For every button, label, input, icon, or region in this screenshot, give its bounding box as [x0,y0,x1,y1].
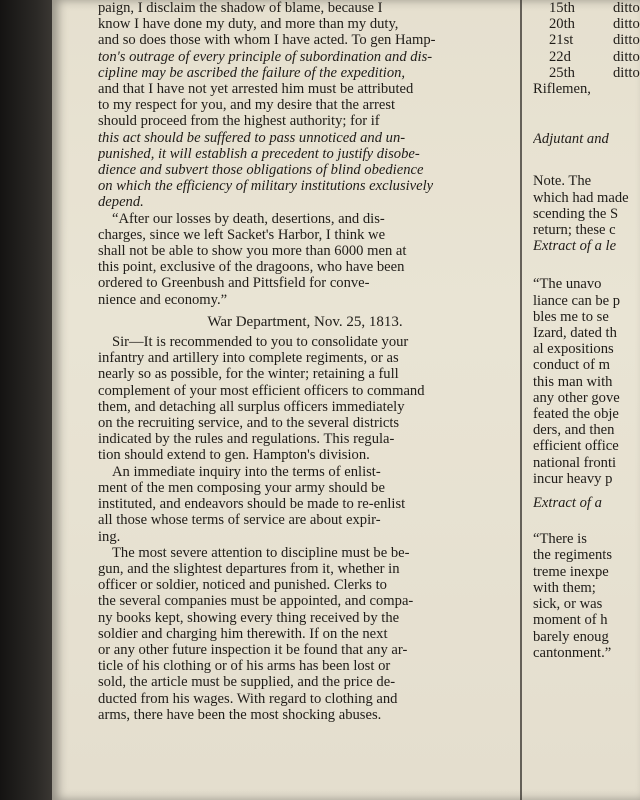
row-value: ditto [613,48,640,65]
table-row [533,65,640,81]
row-date: 20th [549,16,575,33]
text-line: on which the efficiency of military institutions exclusively [98,178,434,195]
extract-heading-1: Extract of a le [533,238,617,255]
text-line: know I have done my duty, and more than my duty, [98,16,399,33]
text-line: the regiments [533,547,613,564]
text-line: them, and detaching all surplus officers immediately [98,398,405,415]
text-line: gun, and the slightest departures from it, whether in [98,560,400,577]
text-line: and that I have not yet arrested him must be attributed [98,81,414,98]
text-line: efficient office [533,438,619,455]
left-column [98,0,512,723]
text-line: ders, and then [533,422,615,439]
text-line: sick, or was [533,596,603,613]
text-line: scending the S [533,205,619,222]
text-line: The most severe attention to discipline must be be- [112,544,410,561]
paragraph-inquiry [98,464,512,545]
text-line: soldier and charging him therewith. If on the next [98,625,388,642]
table-row [533,49,640,65]
table-row [533,32,640,48]
text-line: return; these c [533,222,616,239]
text-line: all those whose terms of service are about expir- [98,512,381,529]
row-value: ditto [613,32,640,49]
text-line: liance can be p [533,292,621,309]
paragraph-consolidate [98,334,512,464]
text-line: nearly so as possible, for the winter; retaining a full [98,366,399,383]
text-line: and so does those with whom I have acted. To gen Hamp- [98,32,436,49]
text-line: incur heavy p [533,470,613,487]
text-line: officer or soldier, noticed and punished. Clerks to [98,577,387,594]
text-line: ny books kept, showing every thing received by the [98,609,400,626]
right-column [533,0,640,800]
text-line: ticle of his clothing or of his arms has been lost or [98,658,391,675]
text-line: feated the obje [533,406,619,423]
text-line: conduct of m [533,357,611,374]
text-line: this point, exclusive of the dragoons, who have been [98,259,405,276]
text-line: sold, the article must be supplied, and the price de- [98,674,396,691]
text-line: indicated by the rules and regulations. This regula- [98,431,395,448]
table-row [533,0,640,16]
text-line: or any other future inspection it be found that any ar- [98,641,408,658]
text-line: “There is [533,531,587,548]
extract-heading-2: Extract of a [533,495,602,512]
text-line: ment of the men composing your army should be [98,479,385,496]
row-date: 21st [549,32,574,49]
text-line: ducted from his wages. With regard to clothing and [98,690,398,707]
text-line: paign, I disclaim the shadow of blame, because I [98,0,383,16]
paragraph-losses [98,211,512,308]
row-date: 25th [549,64,575,81]
ditto-table [533,0,640,81]
text-line: instituted, and endeavors should be made to re-enlist [98,496,406,513]
binding-shadow [0,0,52,800]
text-line: ing. [98,528,121,545]
row-value: ditto [613,64,640,81]
row-value: ditto [613,16,640,33]
text-line: this man with [533,373,613,390]
text-line: Sir—It is recommended to you to consolidate your [112,334,409,351]
text-line: ordered to Greenbush and Pittsfield for conve- [98,275,370,292]
riflemen-label: Riflemen, [533,81,591,98]
text-line: Note. The [533,173,592,190]
quote-block-2 [533,531,640,661]
text-line: shall not be able to show you more than 6000 men at [98,243,407,260]
text-line: which had made [533,189,629,206]
text-line: should proceed from the highest authority; for if [98,113,380,130]
text-line: moment of h [533,612,608,629]
adjutant-label: Adjutant and [533,131,609,148]
text-line: barely enoug [533,628,609,645]
paragraph-hampton [98,0,512,211]
text-line: cantonment.” [533,644,612,661]
row-date: 15th [549,0,575,16]
column-rule [520,0,522,800]
row-date: 22d [549,48,571,65]
text-line: infantry and artillery into complete regiments, or as [98,350,399,367]
text-line: Izard, dated th [533,325,617,342]
text-line: “The unavo [533,276,602,293]
row-value: ditto [613,0,640,16]
text-line: “After our losses by death, desertions, and dis- [112,210,385,227]
table-row [533,16,640,32]
text-line: al expositions [533,341,614,358]
text-line: An immediate inquiry into the terms of enlist- [112,463,381,480]
text-line: on the recruiting service, and to the several districts [98,415,400,432]
text-line: any other gove [533,389,620,406]
text-line: this act should be suffered to pass unnoticed and un- [98,129,406,146]
text-line: charges, since we left Sacket's Harbor, I think we [98,226,386,243]
paragraph-discipline [98,545,512,723]
text-line: the several companies must be appointed, and compa- [98,593,414,610]
quote-block-1 [533,276,640,487]
text-line: treme inexpe [533,563,609,580]
text-line: cipline may be ascribed the failure of the expedition, [98,64,406,81]
section-heading: War Department, Nov. 25, 1813. [207,313,403,330]
text-line: with them; [533,579,596,596]
text-line: ton's outrage of every principle of subordination and dis- [98,48,433,65]
text-line: arms, there have been the most shocking abuses. [98,706,382,723]
text-line: bles me to se [533,308,609,325]
text-line: to my respect for you, and my desire that the arrest [98,97,396,114]
text-line: nience and economy.” [98,291,228,308]
text-line: tion should extend to gen. Hampton's division. [98,447,370,464]
text-line: punished, it will establish a precedent to justify disobe- [98,145,420,162]
note-block [533,173,640,238]
text-line: national fronti [533,454,617,471]
text-line: complement of your most efficient officers to command [98,382,425,399]
text-line: dience and subvert those obligations of blind obedience [98,162,424,179]
text-line: depend. [98,194,144,211]
